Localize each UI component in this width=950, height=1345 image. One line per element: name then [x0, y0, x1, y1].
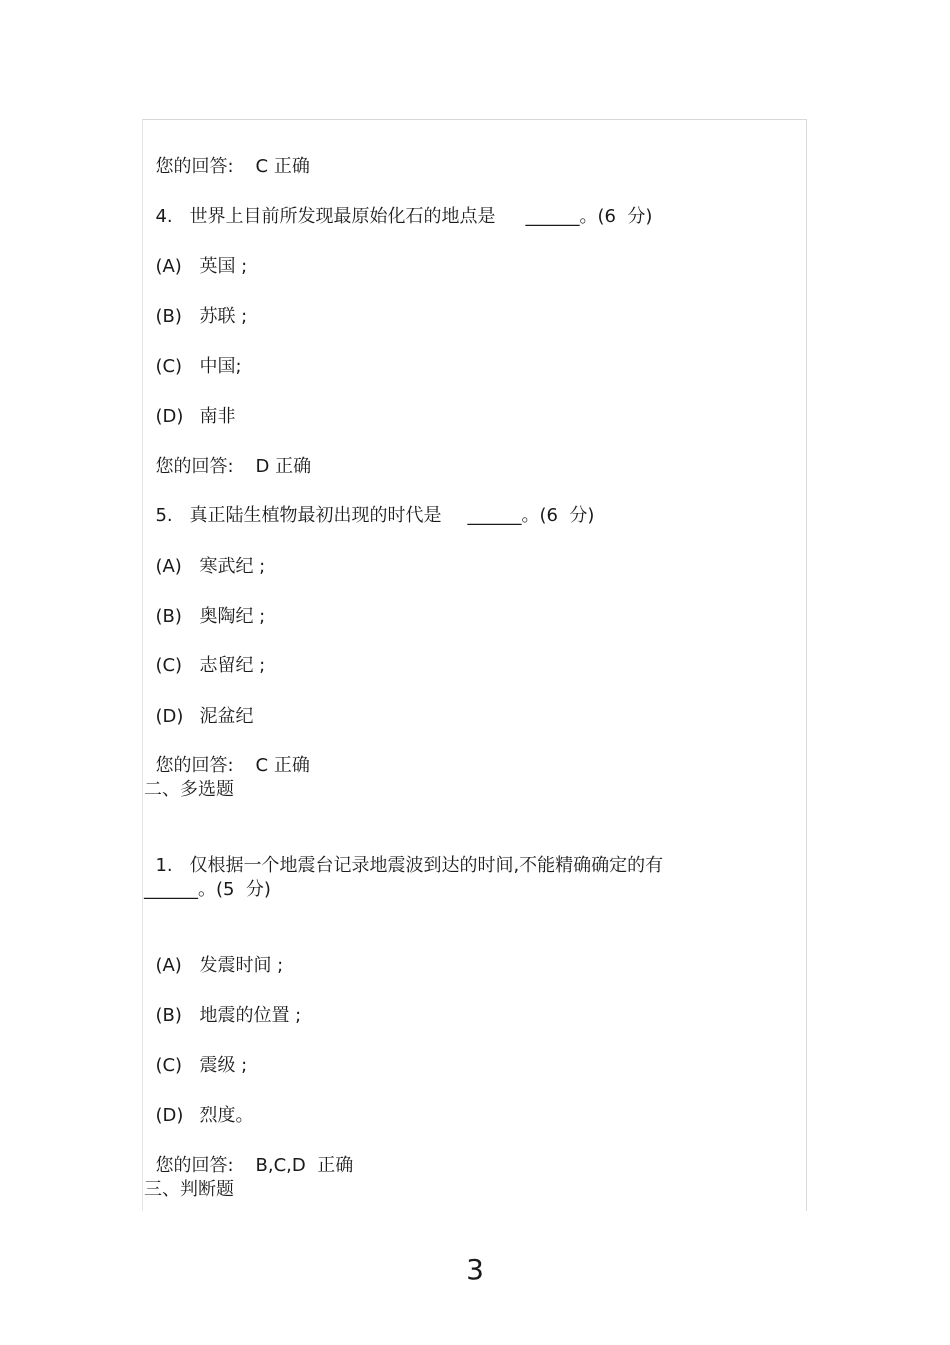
option-c	[144, 328, 242, 377]
question-number: 4.	[155, 206, 173, 227]
option-text: 地震的位置 ;	[199, 1005, 302, 1026]
option-text: 志留纪 ;	[199, 655, 266, 676]
option-text: 中国;	[199, 356, 242, 377]
answer-row-q5	[144, 727, 310, 776]
option-text: 英国 ;	[199, 256, 248, 277]
option-letter: (C)	[155, 1055, 183, 1076]
option-letter: (C)	[155, 655, 183, 676]
option-letter: (D)	[155, 1105, 184, 1126]
answer-value: C 正确	[255, 755, 310, 776]
question-text: 仅根据一个地震台记录地震波到达的时间,不能精确确定的有	[189, 855, 664, 876]
question-number: 5.	[155, 505, 173, 526]
option-b	[144, 278, 248, 327]
section-title-true-false: 三、判断题	[144, 1179, 234, 1200]
option-d	[144, 378, 236, 427]
option-a	[144, 927, 284, 976]
answer-label: 您的回答:	[155, 456, 234, 477]
option-letter: (B)	[155, 1005, 182, 1026]
option-d	[144, 1077, 254, 1126]
option-letter: (A)	[155, 556, 182, 577]
question-text: 世界上目前所发现最原始化石的地点是	[189, 206, 496, 227]
answer-value: C 正确	[255, 156, 310, 177]
section-title-multiple-choice: 二、多选题	[144, 779, 234, 800]
multi-question-1	[144, 827, 664, 876]
option-text: 苏联 ;	[199, 306, 248, 327]
option-letter: (D)	[155, 706, 184, 727]
option-a	[144, 228, 248, 277]
option-text: 奥陶纪 ;	[199, 606, 266, 627]
option-a	[144, 528, 266, 577]
option-b	[144, 977, 302, 1026]
question-number: 1.	[155, 855, 173, 876]
option-letter: (D)	[155, 406, 184, 427]
question-blank: ______。(6 分)	[467, 505, 595, 526]
question-4	[144, 178, 653, 227]
option-letter: (A)	[155, 256, 182, 277]
question-5	[144, 477, 595, 526]
option-c	[144, 1027, 248, 1076]
option-d	[144, 678, 254, 727]
answer-label: 您的回答:	[155, 1155, 234, 1176]
answer-label: 您的回答:	[155, 156, 234, 177]
option-text: 南非	[199, 406, 236, 427]
answer-row-mq1	[144, 1127, 354, 1176]
question-blank: ______。(5 分)	[144, 879, 271, 900]
answer-value: D 正确	[255, 456, 312, 477]
option-letter: (C)	[155, 356, 183, 377]
option-text: 寒武纪 ;	[199, 556, 266, 577]
answer-value: B,C,D 正确	[255, 1155, 354, 1176]
answer-row-q3	[144, 128, 310, 177]
question-text: 真正陆生植物最初出现的时代是	[189, 505, 442, 526]
option-b	[144, 578, 266, 627]
option-letter: (B)	[155, 306, 182, 327]
answer-label: 您的回答:	[155, 755, 234, 776]
option-text: 震级 ;	[199, 1055, 248, 1076]
option-letter: (B)	[155, 606, 182, 627]
option-c	[144, 627, 266, 676]
question-blank: ______。(6 分)	[525, 206, 653, 227]
page-number: 3	[466, 1253, 484, 1286]
option-text: 发震时间 ;	[199, 955, 284, 976]
answer-row-q4	[144, 428, 312, 477]
option-text: 烈度。	[199, 1105, 254, 1126]
option-text: 泥盆纪	[199, 706, 254, 727]
option-letter: (A)	[155, 955, 182, 976]
